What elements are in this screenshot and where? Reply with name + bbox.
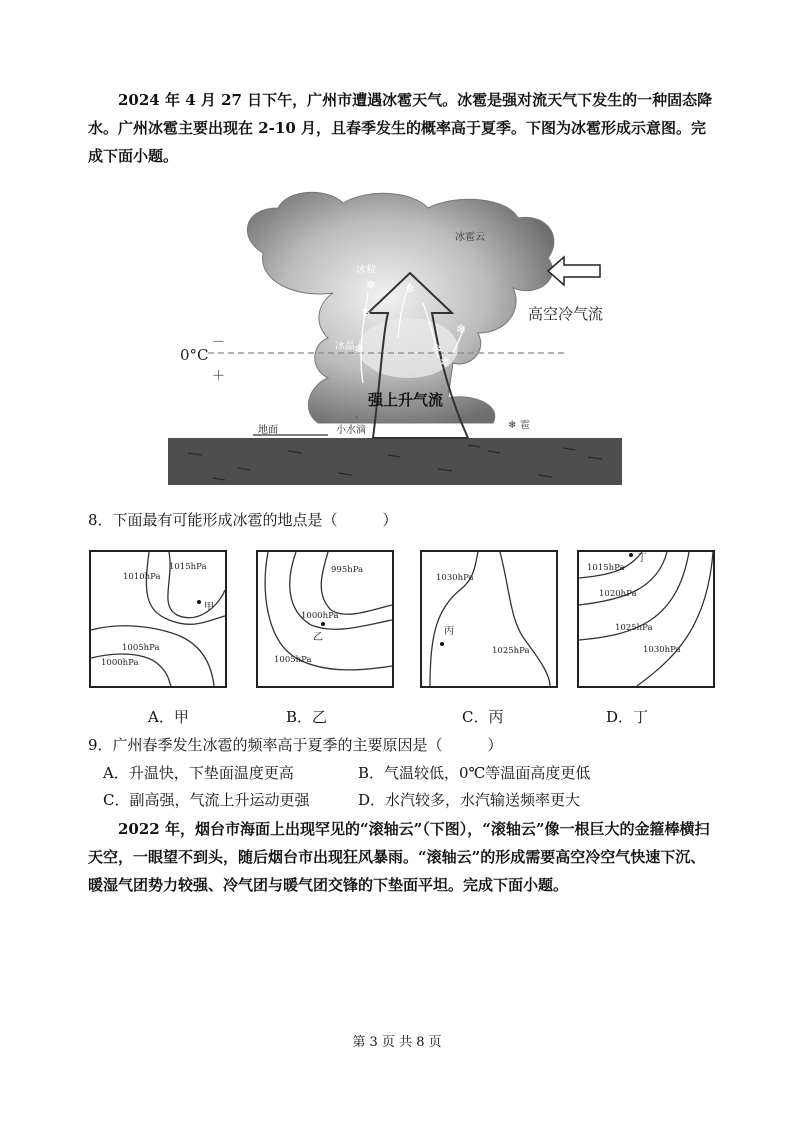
map-jia-point: 甲 — [204, 602, 214, 613]
ice-particle-label: 冰粒 — [356, 265, 376, 276]
intro-paragraph-roll-cloud: 2022 年，烟台市海面上出现罕见的“滚轴云”（下图），“滚轴云”像一根巨大的金箍棒横扫天空，一眼望不到头，随后烟台市出现狂风暴雨。“滚轴云”的形成需要高空冷空气快速下沉、暖湿气团势力较强、冷气团与暖气团交锋的下垫面平坦。完成下面小题。 — [88, 820, 710, 894]
minus-sign: － — [212, 335, 226, 350]
map-ding-label-1: 1015hPa — [587, 563, 625, 573]
hail-formation-figure — [168, 183, 622, 485]
zero-degree-label: 0°C — [180, 346, 209, 364]
q9-option-a[interactable]: A．升温快，下垫面温度更高 — [103, 764, 294, 782]
hail-cloud-label: 冰雹云 — [455, 232, 485, 243]
map-ding-label-4: 1030hPa — [643, 645, 681, 655]
hail-label: 雹 — [520, 420, 530, 431]
map-yi-label-1: 995hPa — [331, 565, 364, 575]
q8-option-c[interactable]: C．丙 — [462, 708, 504, 726]
question-9-stem: 9．广州春季发生冰雹的频率高于夏季的主要原因是（ ） — [88, 736, 503, 754]
hail-cloud-shape — [247, 192, 554, 423]
svg-text:❄: ❄ — [508, 420, 517, 431]
svg-text:❄: ❄ — [366, 278, 377, 292]
updraft-label: 强上升气流 — [368, 391, 444, 409]
map-jia-label-3: 1005hPa — [122, 643, 160, 653]
svg-text:❄: ❄ — [354, 342, 365, 356]
page-footer: 第 3 页 共 8 页 — [352, 1035, 442, 1050]
question-8-stem: 8．下面最有可能形成冰雹的地点是（ ） — [88, 511, 398, 529]
isobar-map-yi — [256, 550, 394, 688]
svg-text:❄: ❄ — [456, 322, 467, 336]
hail-diagram-svg — [168, 183, 622, 485]
ground-label: 地面 — [258, 425, 278, 436]
isobar-map-jia — [89, 550, 227, 688]
intro-paragraph-hail: 2024 年 4 月 27 日下午，广州市遭遇冰雹天气。冰雹是强对流天气下发生的一种固态降水。广州冰雹主要出现在 2-10 月，且春季发生的概率高于夏季。下图为冰雹形成示意图。完成下面小题。 — [88, 91, 713, 165]
map-ding-point: 丁 — [637, 553, 647, 564]
map-ding-label-2: 1020hPa — [599, 589, 637, 599]
isobar-map-bing — [420, 550, 558, 688]
q9-option-c[interactable]: C．副高强，气流上升运动更强 — [103, 791, 310, 809]
map-bing-point: 丙 — [444, 626, 454, 637]
svg-text:❄: ❄ — [361, 305, 372, 319]
map-ding-label-3: 1025hPa — [615, 623, 653, 633]
q8-option-b[interactable]: B．乙 — [286, 708, 328, 726]
q8-option-d[interactable]: D．丁 — [606, 708, 649, 726]
map-bing-label-1: 1030hPa — [436, 573, 474, 583]
svg-text:❄: ❄ — [432, 342, 443, 356]
map-bing-label-2: 1025hPa — [492, 646, 530, 656]
q8-option-a[interactable]: A．甲 — [148, 708, 189, 726]
cold-air-label: 高空冷气流 — [528, 305, 604, 323]
map-yi-label-2: 1000hPa — [301, 611, 339, 621]
ice-crystal-label: 冰晶 — [335, 341, 355, 352]
plus-sign: ＋ — [212, 369, 226, 384]
svg-text:◦: ◦ — [354, 414, 360, 424]
map-yi-label-3: 1005hPa — [274, 655, 312, 665]
water-droplet-label: 小水滴 — [336, 425, 366, 436]
svg-text:❄: ❄ — [405, 282, 416, 296]
q9-option-d[interactable]: D．水汽较多，水汽输送频率更大 — [358, 791, 581, 809]
map-yi-point: 乙 — [313, 632, 323, 643]
svg-text:❄: ❄ — [440, 355, 451, 369]
map-jia-label-1: 1015hPa — [169, 562, 207, 572]
isobar-map-ding — [577, 550, 715, 688]
map-jia-label-4: 1000hPa — [101, 658, 139, 668]
q9-option-b[interactable]: B．气温较低，0℃等温面高度更低 — [358, 764, 591, 782]
cold-air-arrow — [548, 257, 600, 285]
map-jia-label-2: 1010hPa — [123, 572, 161, 582]
ground-strip — [168, 438, 622, 485]
